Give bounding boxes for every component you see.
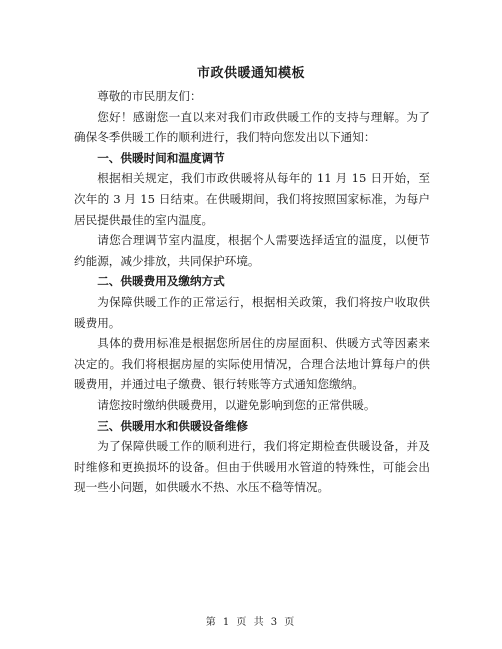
section-3-paragraph-1: 为了保障供暖工作的顺利进行，我们将定期检查供暖设备，并及时维修和更换损坏的设备。但由于供暖用水管道的特殊性，可能会出现一些小问题，如供暖水不热、水压不稳等情况。 <box>74 439 430 495</box>
section-2-paragraph-3: 请您按时缴纳供暖费用，以避免影响到您的正常供暖。 <box>97 397 376 412</box>
section-2-paragraph-2: 具体的费用标准是根据您所居住的房屋面积、供暖方式等因素来决定的。我们将根据房屋的实际使用情况，合理合法地计算每户的供暖费用，并通过电子缴费、银行转账等方式通知您缴纳。 <box>74 336 430 392</box>
section-heading-2: 二、供暖费用及缴纳方式 <box>97 274 225 289</box>
section-1-paragraph-2: 请您合理调节室内温度，根据个人需要选择适宜的温度，以便节约能源，减少排放，共同保护环境。 <box>74 233 430 268</box>
section-heading-1: 一、供暖时间和温度调节 <box>97 150 225 165</box>
section-1-paragraph-1: 根据相关规定，我们市政供暖将从每年的 11 月 15 日开始，至次年的 3 月 15 日结束。在供暖期间，我们将按照国家标准，为每户居民提供最佳的室内温度。 <box>74 171 430 227</box>
greeting: 尊敬的市民朋友们： <box>97 89 202 103</box>
section-heading-3: 三、供暖用水和供暖设备维修 <box>97 418 248 433</box>
section-2-paragraph-1: 为保障供暖工作的正常运行，根据相关政策，我们将按户收取供暖费用。 <box>74 294 430 330</box>
document-body <box>74 86 430 498</box>
page-number-footer: 第 1 页 共 3 页 <box>205 617 297 628</box>
intro-paragraph: 您好！感谢您一直以来对我们市政供暖工作的支持与理解。为了确保冬季供暖工作的顺利进行，我们特向您发出以下通知： <box>74 109 430 145</box>
document-title: 市政供暖通知模板 <box>196 66 305 81</box>
